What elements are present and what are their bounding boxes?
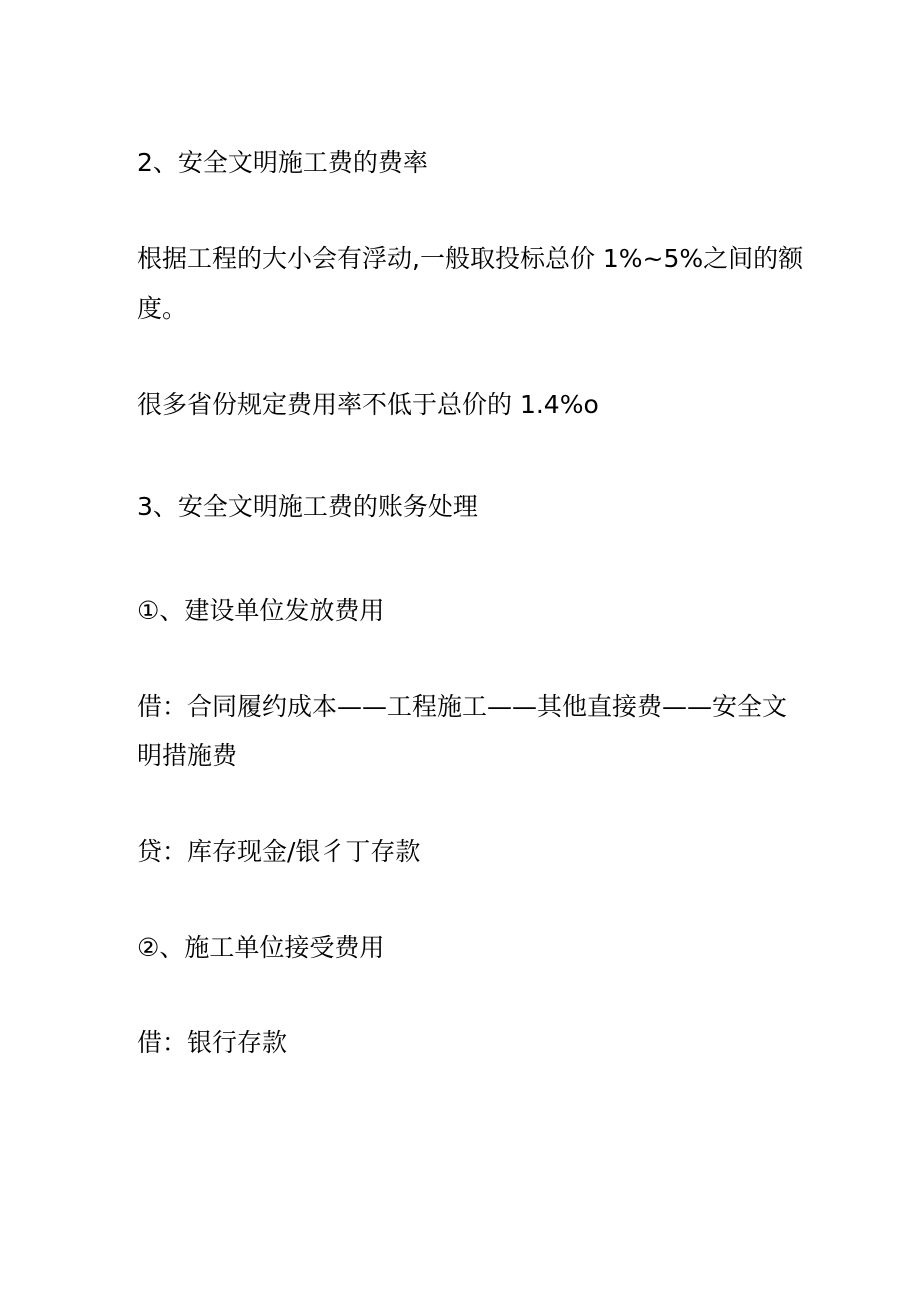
journal-debit-line-1: 借：合同履约成本——工程施工——其他直接费——安全文	[137, 692, 788, 721]
journal-debit-bank-deposit: 借：银行存款	[137, 1028, 288, 1057]
section-heading-fee-rate: 2、安全文明施工费的费率	[137, 148, 428, 177]
paragraph-fee-range-line-2: 度。	[137, 294, 188, 323]
paragraph-province-minimum: 很多省份规定费用率不低于总价的 1.4%o	[137, 390, 599, 419]
item-heading-contractor-receipt: ②、施工单位接受费用	[137, 933, 385, 962]
item-heading-owner-payment: ①、建设单位发放费用	[137, 596, 385, 625]
paragraph-fee-range-line-1: 根据工程的大小会有浮动,一般取投标总价 1%~5%之间的额	[137, 244, 804, 273]
journal-credit-line: 贷：库存现金/银彳丁存款	[137, 837, 421, 866]
journal-debit-line-2: 明措施费	[137, 741, 238, 770]
section-heading-accounting: 3、安全文明施工费的账务处理	[137, 492, 478, 521]
